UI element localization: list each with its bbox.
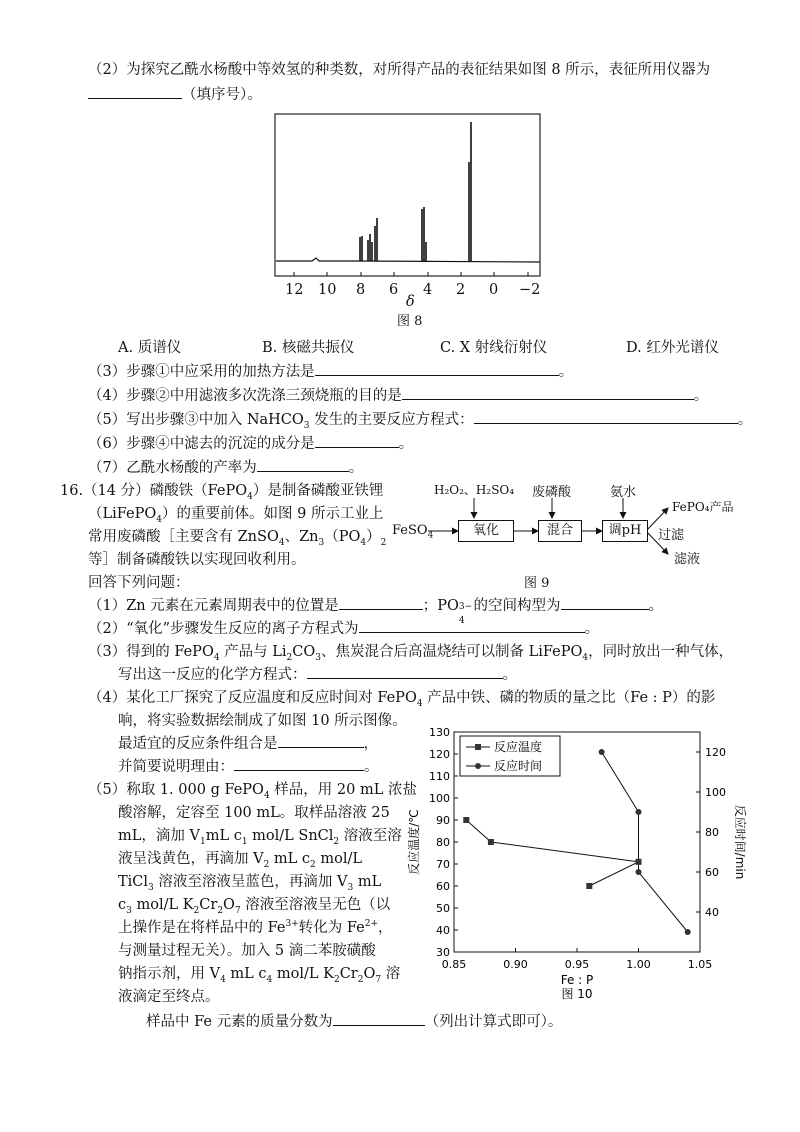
answer-blank[interactable] — [339, 594, 423, 610]
reagent-label: 废磷酸 — [532, 485, 572, 500]
answer-blank[interactable] — [307, 663, 503, 679]
q16-5-line4: 液呈浅黄色，再滴加 $V_2$ mL $c_2$ mol/L — [118, 851, 363, 870]
q16-2: （2）“氧化”步骤发生反应的离子方程式为 。 — [88, 617, 599, 638]
data-point-time — [599, 749, 605, 755]
answer-blank[interactable] — [234, 755, 364, 771]
q2-line1: （2）为探究乙酰水杨酸中等效氢的种类数，对所得产品的表征结果如图 8 所示，表征所用仪器为 — [88, 62, 711, 78]
nmr-tick-label: 8 — [356, 282, 366, 298]
x-tick-label: 1.00 — [626, 958, 651, 971]
answer-blank[interactable] — [402, 384, 694, 400]
q6: （6）步骤④中滤去的沉淀的成分是 。 — [88, 432, 413, 453]
answer-blank[interactable] — [315, 360, 559, 376]
q16-5-line1: （5）称取 1. 000 g FePO$_4$ 样品，用 20 mL 浓盐 — [88, 782, 417, 801]
q16-5-line10: 液滴定至终点。 — [118, 989, 220, 1005]
nmr-axis-label: δ — [406, 294, 415, 310]
series-line-time — [602, 752, 688, 932]
q16-5-line8: 与测量过程无关）。加入 5 滴二苯胺磺酸 — [118, 943, 376, 959]
y-tick-label: 120 — [429, 748, 450, 761]
process-box-ph: 调pH — [602, 520, 648, 542]
process-box-oxidation: 氧化 — [458, 520, 514, 542]
nmr-tick-label: 10 — [318, 282, 337, 298]
q16-line5: 回答下列问题： — [88, 575, 190, 591]
y-tick-label: 110 — [429, 770, 450, 783]
reagent-label: H₂O₂、H₂SO₄ — [434, 483, 515, 497]
figure-8 — [272, 112, 544, 317]
y-tick-label: 50 — [436, 902, 450, 915]
q4: （4）步骤②中用滤液多次洗涤三颈烧瓶的目的是 。 — [88, 384, 708, 405]
nmr-spectrum — [272, 112, 544, 317]
product-label: FePO₄产品 — [672, 500, 734, 514]
q16-3-line2: 写出这一反应的化学方程式： 。 — [118, 663, 517, 684]
x-tick-label: 0.90 — [503, 958, 528, 971]
q7: （7）乙酰水杨酸的产率为 。 — [88, 456, 363, 477]
feed-label: FeSO$_4$ — [392, 523, 434, 541]
filtrate-label: 滤液 — [674, 552, 701, 567]
x-tick-label: 0.95 — [564, 958, 590, 971]
nmr-tick-label: 12 — [285, 282, 304, 298]
y2-tick-label: 100 — [705, 786, 726, 799]
answer-blank[interactable] — [88, 83, 182, 99]
y-tick-label: 100 — [429, 792, 450, 805]
q16-line4: 等］制备磷酸铁以实现回收利用。 — [88, 552, 306, 568]
data-point-temperature — [636, 859, 642, 865]
answer-blank[interactable] — [359, 617, 585, 633]
option-c[interactable]: C. X 射线衍射仪 — [440, 340, 548, 356]
q16-5-line2: 酸溶解，定容至 100 mL。取样品溶液 25 — [118, 805, 390, 821]
nmr-tick-label: 0 — [489, 282, 499, 298]
nmr-peaks — [360, 122, 471, 261]
answer-blank[interactable] — [561, 594, 649, 610]
data-point-time — [636, 809, 642, 815]
answer-blank[interactable] — [474, 408, 738, 424]
legend-circle-marker — [475, 763, 481, 769]
q16-5-line3: mL，滴加 $V_1mL$ $c_1$ mol/L SnCl$_2$ 溶液至溶 — [118, 828, 402, 847]
legend-label-time: 反应时间 — [494, 759, 543, 773]
filter-label: 过滤 — [658, 528, 685, 543]
q16-5-line5: TiCl$_3$ 溶液至溶液呈蓝色，再滴加 $V_3$ mL — [118, 874, 382, 893]
y2-tick-label: 60 — [705, 866, 719, 879]
figure-8-caption: 图 8 — [397, 314, 423, 329]
q16-4-line4: 并简要说明理由： 。 — [118, 755, 379, 776]
answer-blank[interactable] — [278, 732, 364, 748]
data-point-time — [636, 869, 642, 875]
q16-3-line1: （3）得到的 FePO$_4$ 产品与 $Li_2CO_3$、焦炭混合后高温烧结可以制备 LiFePO$_4$，同时放出一种气体， — [88, 644, 734, 663]
q16-5-line9: 钠指示剂，用 $V_4$ mL $c_4$ mol/L $K_2Cr_2O_7$ 溶 — [118, 966, 401, 985]
q16-5-line6: $c_3$ mol/L $K_2Cr_2O_7$ 溶液至溶液呈无色（以 — [118, 897, 391, 916]
nmr-tick-label: 4 — [423, 282, 433, 298]
data-point-time — [685, 929, 691, 935]
data-point-temperature — [488, 839, 494, 845]
y2-tick-label: 40 — [705, 906, 719, 919]
y-axis-label: 反应温度/℃ — [407, 809, 421, 875]
answer-blank[interactable] — [333, 1010, 425, 1026]
x-tick-label: 0.85 — [441, 958, 467, 971]
q16-line2: （LiFePO$_4$）的重要前体。如图 9 所示工业上 — [88, 506, 384, 525]
q16-4-line3: 最适宜的反应条件组合是 ， — [118, 732, 378, 753]
process-box-mixing: 混合 — [538, 520, 582, 542]
y2-tick-label: 120 — [705, 746, 726, 759]
q16-line3: 常用废磷酸［主要含有 ZnSO$_4$、$Zn_3(PO_4)_2$ — [88, 529, 387, 548]
q5: （5）写出步骤③中加入 NaHCO$_3$ 发生的主要反应方程式： 。 — [88, 408, 752, 431]
figure-10-chart — [400, 722, 750, 1002]
y-tick-label: 130 — [429, 726, 450, 739]
answer-blank[interactable] — [257, 456, 349, 472]
legend-label-temperature: 反应温度 — [494, 740, 543, 754]
q16-5-final: 样品中 Fe 元素的质量分数为 （列出计算式即可）。 — [146, 1010, 562, 1031]
y-tick-label: 30 — [436, 946, 450, 959]
nmr-tick-label: −2 — [519, 282, 541, 298]
series-line-temperature — [466, 820, 638, 886]
reagent-label: 氨水 — [610, 485, 637, 500]
nmr-tick-label: 6 — [389, 282, 399, 298]
data-point-temperature — [586, 883, 592, 889]
y-tick-label: 60 — [436, 880, 450, 893]
q16-4-line1: （4）某化工厂探究了反应温度和反应时间对 FePO$_4$ 产品中铁、磷的物质的量之比（Fe : P）的影 — [88, 690, 716, 709]
q2-line2: （填序号）。 — [88, 83, 262, 104]
y-tick-label: 70 — [436, 858, 450, 871]
q16-4-line2: 响，将实验数据绘制成了如图 10 所示图像。 — [118, 713, 407, 729]
option-a[interactable]: A. 质谱仪 — [118, 340, 182, 356]
option-d[interactable]: D. 红外光谱仪 — [626, 340, 719, 356]
q16-line1: 16.（14 分）磷酸铁（FePO$_4$）是制备磷酸亚铁锂 — [60, 483, 384, 502]
figure-9-caption: 图 9 — [524, 576, 550, 591]
figure-9-flowchart — [390, 478, 780, 578]
y2-axis-label: 反应时间/min — [733, 804, 747, 880]
option-b[interactable]: B. 核磁共振仪 — [262, 340, 355, 356]
legend-square-marker — [475, 744, 481, 750]
x-axis-label: Fe : P — [560, 973, 594, 987]
nmr-tick-label: 2 — [456, 282, 466, 298]
data-point-temperature — [463, 817, 469, 823]
y-tick-label: 90 — [436, 814, 450, 827]
q16-1: （1）Zn 元素在元素周期表中的位置是 ；PO 3− 4 的空间构型为 。 — [88, 594, 663, 615]
y2-tick-label: 80 — [705, 826, 719, 839]
x-tick-label: 1.05 — [687, 958, 713, 971]
q16-5-line7: 上操作是在将样品中的 $Fe^{3+}$转化为 $Fe^{2+}$， — [118, 919, 393, 936]
answer-blank[interactable] — [315, 432, 399, 448]
q3: （3）步骤①中应采用的加热方法是 。 — [88, 360, 573, 381]
figure-10-caption: 图 10 — [561, 987, 593, 1001]
y-tick-label: 80 — [436, 836, 450, 849]
y-tick-label: 40 — [436, 924, 450, 937]
